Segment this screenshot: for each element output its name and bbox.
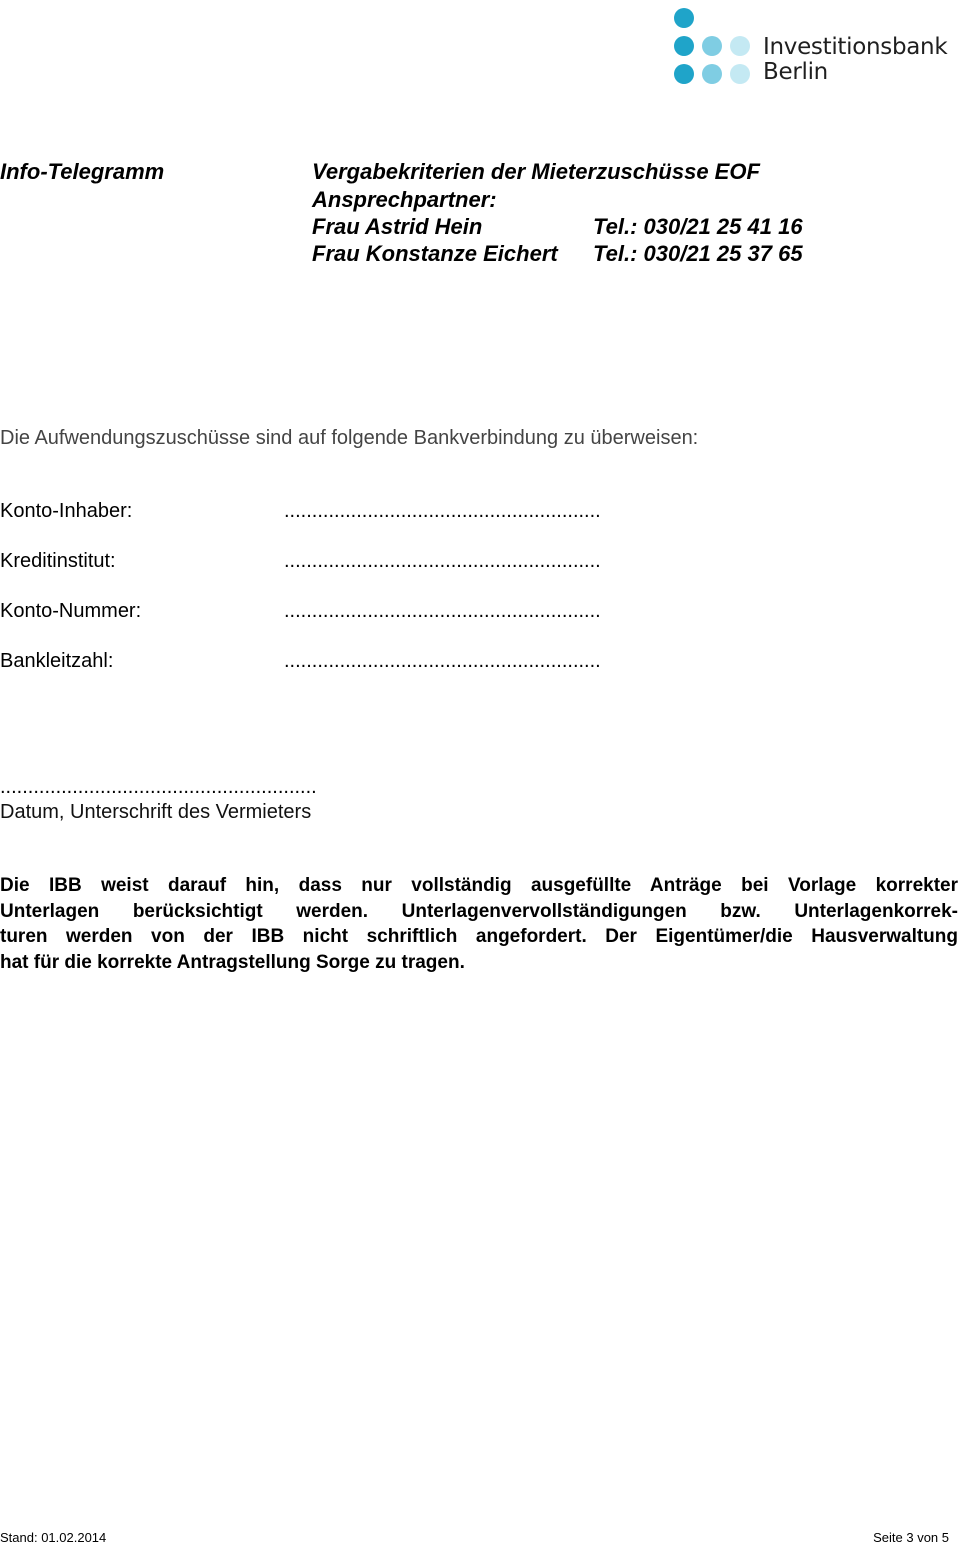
logo-wordmark bbox=[763, 35, 947, 85]
field-blank-account-number: ......................................................... bbox=[284, 600, 601, 622]
logo-line-2: Berlin bbox=[763, 59, 828, 85]
logo-dot bbox=[702, 64, 722, 84]
contact-tel: Tel.: 030/21 25 37 65 bbox=[593, 241, 803, 266]
logo-dot bbox=[730, 64, 750, 84]
notice-paragraph bbox=[0, 873, 958, 975]
notice-line: turen werden von der IBB nicht schriftlich angefordert. Der Eigentümer/die Hausverwaltung bbox=[0, 926, 958, 947]
logo-dot bbox=[702, 36, 722, 56]
logo-dot bbox=[674, 8, 694, 28]
logo-dot bbox=[674, 36, 694, 56]
field-blank-sort-code: ......................................................... bbox=[284, 650, 601, 672]
field-label-account-number: Konto-Nummer: bbox=[0, 600, 142, 622]
field-blank-bank: ......................................................... bbox=[284, 550, 601, 572]
field-label-account-holder: Konto-Inhaber: bbox=[0, 500, 133, 522]
signature-caption: Datum, Unterschrift des Vermieters bbox=[0, 801, 312, 823]
contacts-label: Ansprechpartner: bbox=[312, 187, 497, 212]
bank-intro: Die Aufwendungszuschüsse sind auf folgende Bankverbindung zu überweisen: bbox=[0, 427, 699, 449]
field-blank-account-holder: ......................................................... bbox=[284, 500, 601, 522]
field-label-bank: Kreditinstitut: bbox=[0, 550, 116, 572]
logo-dot bbox=[674, 64, 694, 84]
contact-name: Frau Konstanze Eichert bbox=[312, 241, 558, 266]
doc-type-label: Info-Telegramm bbox=[0, 159, 165, 184]
notice-line: Die IBB weist darauf hin, dass nur vollständig ausgefüllte Anträge bei Vorlage korrekter bbox=[0, 875, 958, 896]
contact-name: Frau Astrid Hein bbox=[312, 214, 483, 239]
logo-line-1: Investitionsbank bbox=[763, 34, 948, 60]
contact-tel: Tel.: 030/21 25 41 16 bbox=[593, 214, 803, 239]
notice-line: hat für die korrekte Antragstellung Sorge zu tragen. bbox=[0, 951, 465, 973]
page-title: Vergabekriterien der Mieterzuschüsse EOF bbox=[312, 159, 760, 184]
field-label-sort-code: Bankleitzahl: bbox=[0, 650, 114, 672]
footer-date: Stand: 01.02.2014 bbox=[0, 1530, 107, 1545]
logo-dot bbox=[730, 36, 750, 56]
ibb-logo bbox=[672, 6, 960, 88]
signature-line: ......................................................... bbox=[0, 776, 317, 798]
footer-page-number: Seite 3 von 5 bbox=[873, 1530, 949, 1545]
notice-line: Unterlagen berücksichtigt werden. Unterlagenvervollständigungen bzw. Unterlagenkorrek- bbox=[0, 900, 958, 922]
